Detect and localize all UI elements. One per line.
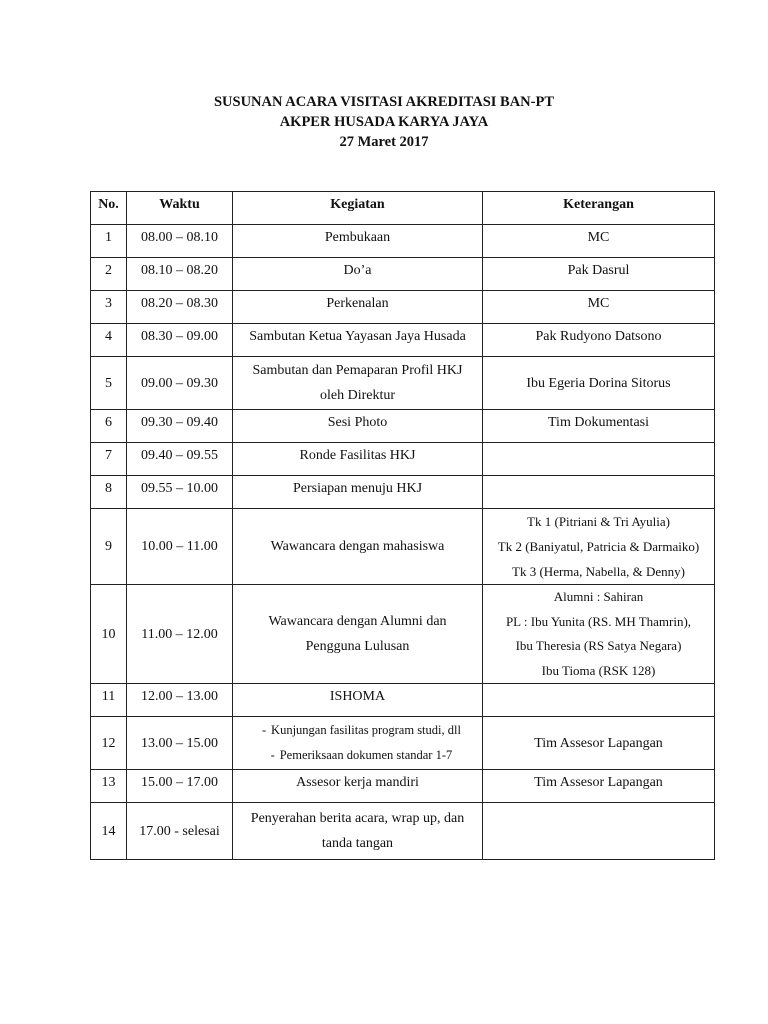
cell-time: 17.00 - selesai xyxy=(127,803,233,860)
table-row xyxy=(91,410,715,443)
cell-activity xyxy=(233,803,483,860)
note-line: Tk 1 (Pitriani & Tri Ayulia) xyxy=(527,514,670,529)
header-time: Waktu xyxy=(127,192,233,225)
table-row xyxy=(91,225,715,258)
note-line: Pak Dasrul xyxy=(567,263,630,278)
cell-time: 09.40 – 09.55 xyxy=(127,443,233,476)
cell-activity xyxy=(233,324,483,357)
note-line: Tim Assesor Lapangan xyxy=(534,775,663,790)
cell-activity xyxy=(233,717,483,770)
cell-time: 09.00 – 09.30 xyxy=(127,357,233,410)
document-title xyxy=(0,92,768,152)
cell-no: 9 xyxy=(91,509,127,585)
bullet-dash: - xyxy=(270,748,275,762)
cell-no: 3 xyxy=(91,291,127,324)
cell-no: 2 xyxy=(91,258,127,291)
table-row xyxy=(91,770,715,803)
activity-bullet-text: Pemeriksaan dokumen standar 1-7 xyxy=(279,748,453,762)
cell-time: 08.20 – 08.30 xyxy=(127,291,233,324)
note-line: Tim Dokumentasi xyxy=(548,415,649,430)
activity-line: Ronde Fasilitas HKJ xyxy=(299,448,416,463)
cell-activity xyxy=(233,291,483,324)
cell-no: 5 xyxy=(91,357,127,410)
activity-line: Persiapan menuju HKJ xyxy=(292,481,423,496)
cell-no: 8 xyxy=(91,476,127,509)
cell-activity xyxy=(233,509,483,585)
cell-note xyxy=(483,717,715,770)
title-line-2: AKPER HUSADA KARYA JAYA xyxy=(279,114,489,130)
header-note: Keterangan xyxy=(483,192,715,225)
cell-activity xyxy=(233,357,483,410)
table-row xyxy=(91,803,715,860)
header-activity: Kegiatan xyxy=(233,192,483,225)
cell-activity xyxy=(233,684,483,717)
cell-time: 10.00 – 11.00 xyxy=(127,509,233,585)
table-header-row xyxy=(91,192,715,225)
cell-note xyxy=(483,291,715,324)
activity-bullet-text: Kunjungan fasilitas program studi, dll xyxy=(271,723,461,737)
activity-line: Sesi Photo xyxy=(327,415,388,430)
cell-note xyxy=(483,258,715,291)
cell-note xyxy=(483,770,715,803)
cell-no: 14 xyxy=(91,803,127,860)
table-row xyxy=(91,509,715,585)
cell-time: 09.30 – 09.40 xyxy=(127,410,233,443)
cell-no: 7 xyxy=(91,443,127,476)
cell-note xyxy=(483,509,715,585)
cell-no: 6 xyxy=(91,410,127,443)
cell-activity xyxy=(233,443,483,476)
cell-note xyxy=(483,357,715,410)
bullet-dash: - xyxy=(261,723,267,737)
note-line: Ibu Egeria Dorina Sitorus xyxy=(526,375,671,391)
note-line: Ibu Tioma (RSK 128) xyxy=(541,662,656,678)
activity-line: oleh Direktur xyxy=(319,388,396,403)
table-row xyxy=(91,324,715,357)
cell-note xyxy=(483,324,715,357)
cell-note xyxy=(483,476,715,509)
table-row xyxy=(91,291,715,324)
activity-line: Wawancara dengan Alumni dan xyxy=(268,614,447,629)
cell-no: 12 xyxy=(91,717,127,770)
table-row xyxy=(91,357,715,410)
activity-line: Pembukaan xyxy=(324,230,391,245)
table-row xyxy=(91,717,715,770)
note-line: Alumni : Sahiran xyxy=(553,589,644,604)
cell-time: 08.10 – 08.20 xyxy=(127,258,233,291)
cell-no: 13 xyxy=(91,770,127,803)
schedule-body xyxy=(91,225,715,860)
cell-note xyxy=(483,443,715,476)
cell-no: 11 xyxy=(91,684,127,717)
cell-activity xyxy=(233,770,483,803)
activity-line: Do’a xyxy=(343,263,372,278)
note-line: Tim Assesor Lapangan xyxy=(534,735,663,751)
cell-note xyxy=(483,803,715,860)
activity-line: Penyerahan berita acara, wrap up, dan xyxy=(250,811,465,826)
cell-activity xyxy=(233,258,483,291)
cell-note xyxy=(483,684,715,717)
table-row xyxy=(91,684,715,717)
table-row xyxy=(91,443,715,476)
note-line: Ibu Theresia (RS Satya Negara) xyxy=(515,638,682,653)
table-row xyxy=(91,585,715,684)
activity-line: Sambutan Ketua Yayasan Jaya Husada xyxy=(249,329,466,344)
cell-activity xyxy=(233,225,483,258)
cell-activity xyxy=(233,476,483,509)
table-row xyxy=(91,476,715,509)
cell-time: 08.00 – 08.10 xyxy=(127,225,233,258)
cell-no: 10 xyxy=(91,585,127,684)
cell-no: 4 xyxy=(91,324,127,357)
cell-time: 09.55 – 10.00 xyxy=(127,476,233,509)
cell-time: 15.00 – 17.00 xyxy=(127,770,233,803)
note-line: Pak Rudyono Datsono xyxy=(535,329,662,344)
note-line: MC xyxy=(587,296,610,311)
cell-time: 12.00 – 13.00 xyxy=(127,684,233,717)
activity-line: Perkenalan xyxy=(326,296,389,311)
note-line: PL : Ibu Yunita (RS. MH Thamrin), xyxy=(505,613,692,629)
cell-note xyxy=(483,585,715,684)
note-line: Tk 2 (Baniyatul, Patricia & Darmaiko) xyxy=(497,539,700,554)
activity-bullet-item xyxy=(239,718,479,743)
title-line-1: SUSUNAN ACARA VISITASI AKREDITASI BAN-PT xyxy=(213,94,555,110)
activity-line: ISHOMA xyxy=(329,689,386,704)
cell-time: 08.30 – 09.00 xyxy=(127,324,233,357)
cell-activity xyxy=(233,410,483,443)
activity-line: Pengguna Lulusan xyxy=(305,639,410,654)
cell-no: 1 xyxy=(91,225,127,258)
schedule-table xyxy=(90,191,715,860)
activity-line: Assesor kerja mandiri xyxy=(296,775,419,790)
activity-line: tanda tangan xyxy=(321,836,394,851)
cell-activity xyxy=(233,585,483,684)
header-no: No. xyxy=(91,192,127,225)
title-line-3: 27 Maret 2017 xyxy=(339,134,429,150)
table-row xyxy=(91,258,715,291)
activity-line: Sambutan dan Pemaparan Profil HKJ xyxy=(252,363,463,378)
activity-line: Wawancara dengan mahasiswa xyxy=(270,539,445,554)
note-line: Tk 3 (Herma, Nabella, & Denny) xyxy=(512,564,685,579)
cell-note xyxy=(483,225,715,258)
note-line: MC xyxy=(587,230,610,245)
cell-time: 13.00 – 15.00 xyxy=(127,717,233,770)
activity-bullet-item xyxy=(239,743,479,768)
cell-time: 11.00 – 12.00 xyxy=(127,585,233,684)
cell-note xyxy=(483,410,715,443)
